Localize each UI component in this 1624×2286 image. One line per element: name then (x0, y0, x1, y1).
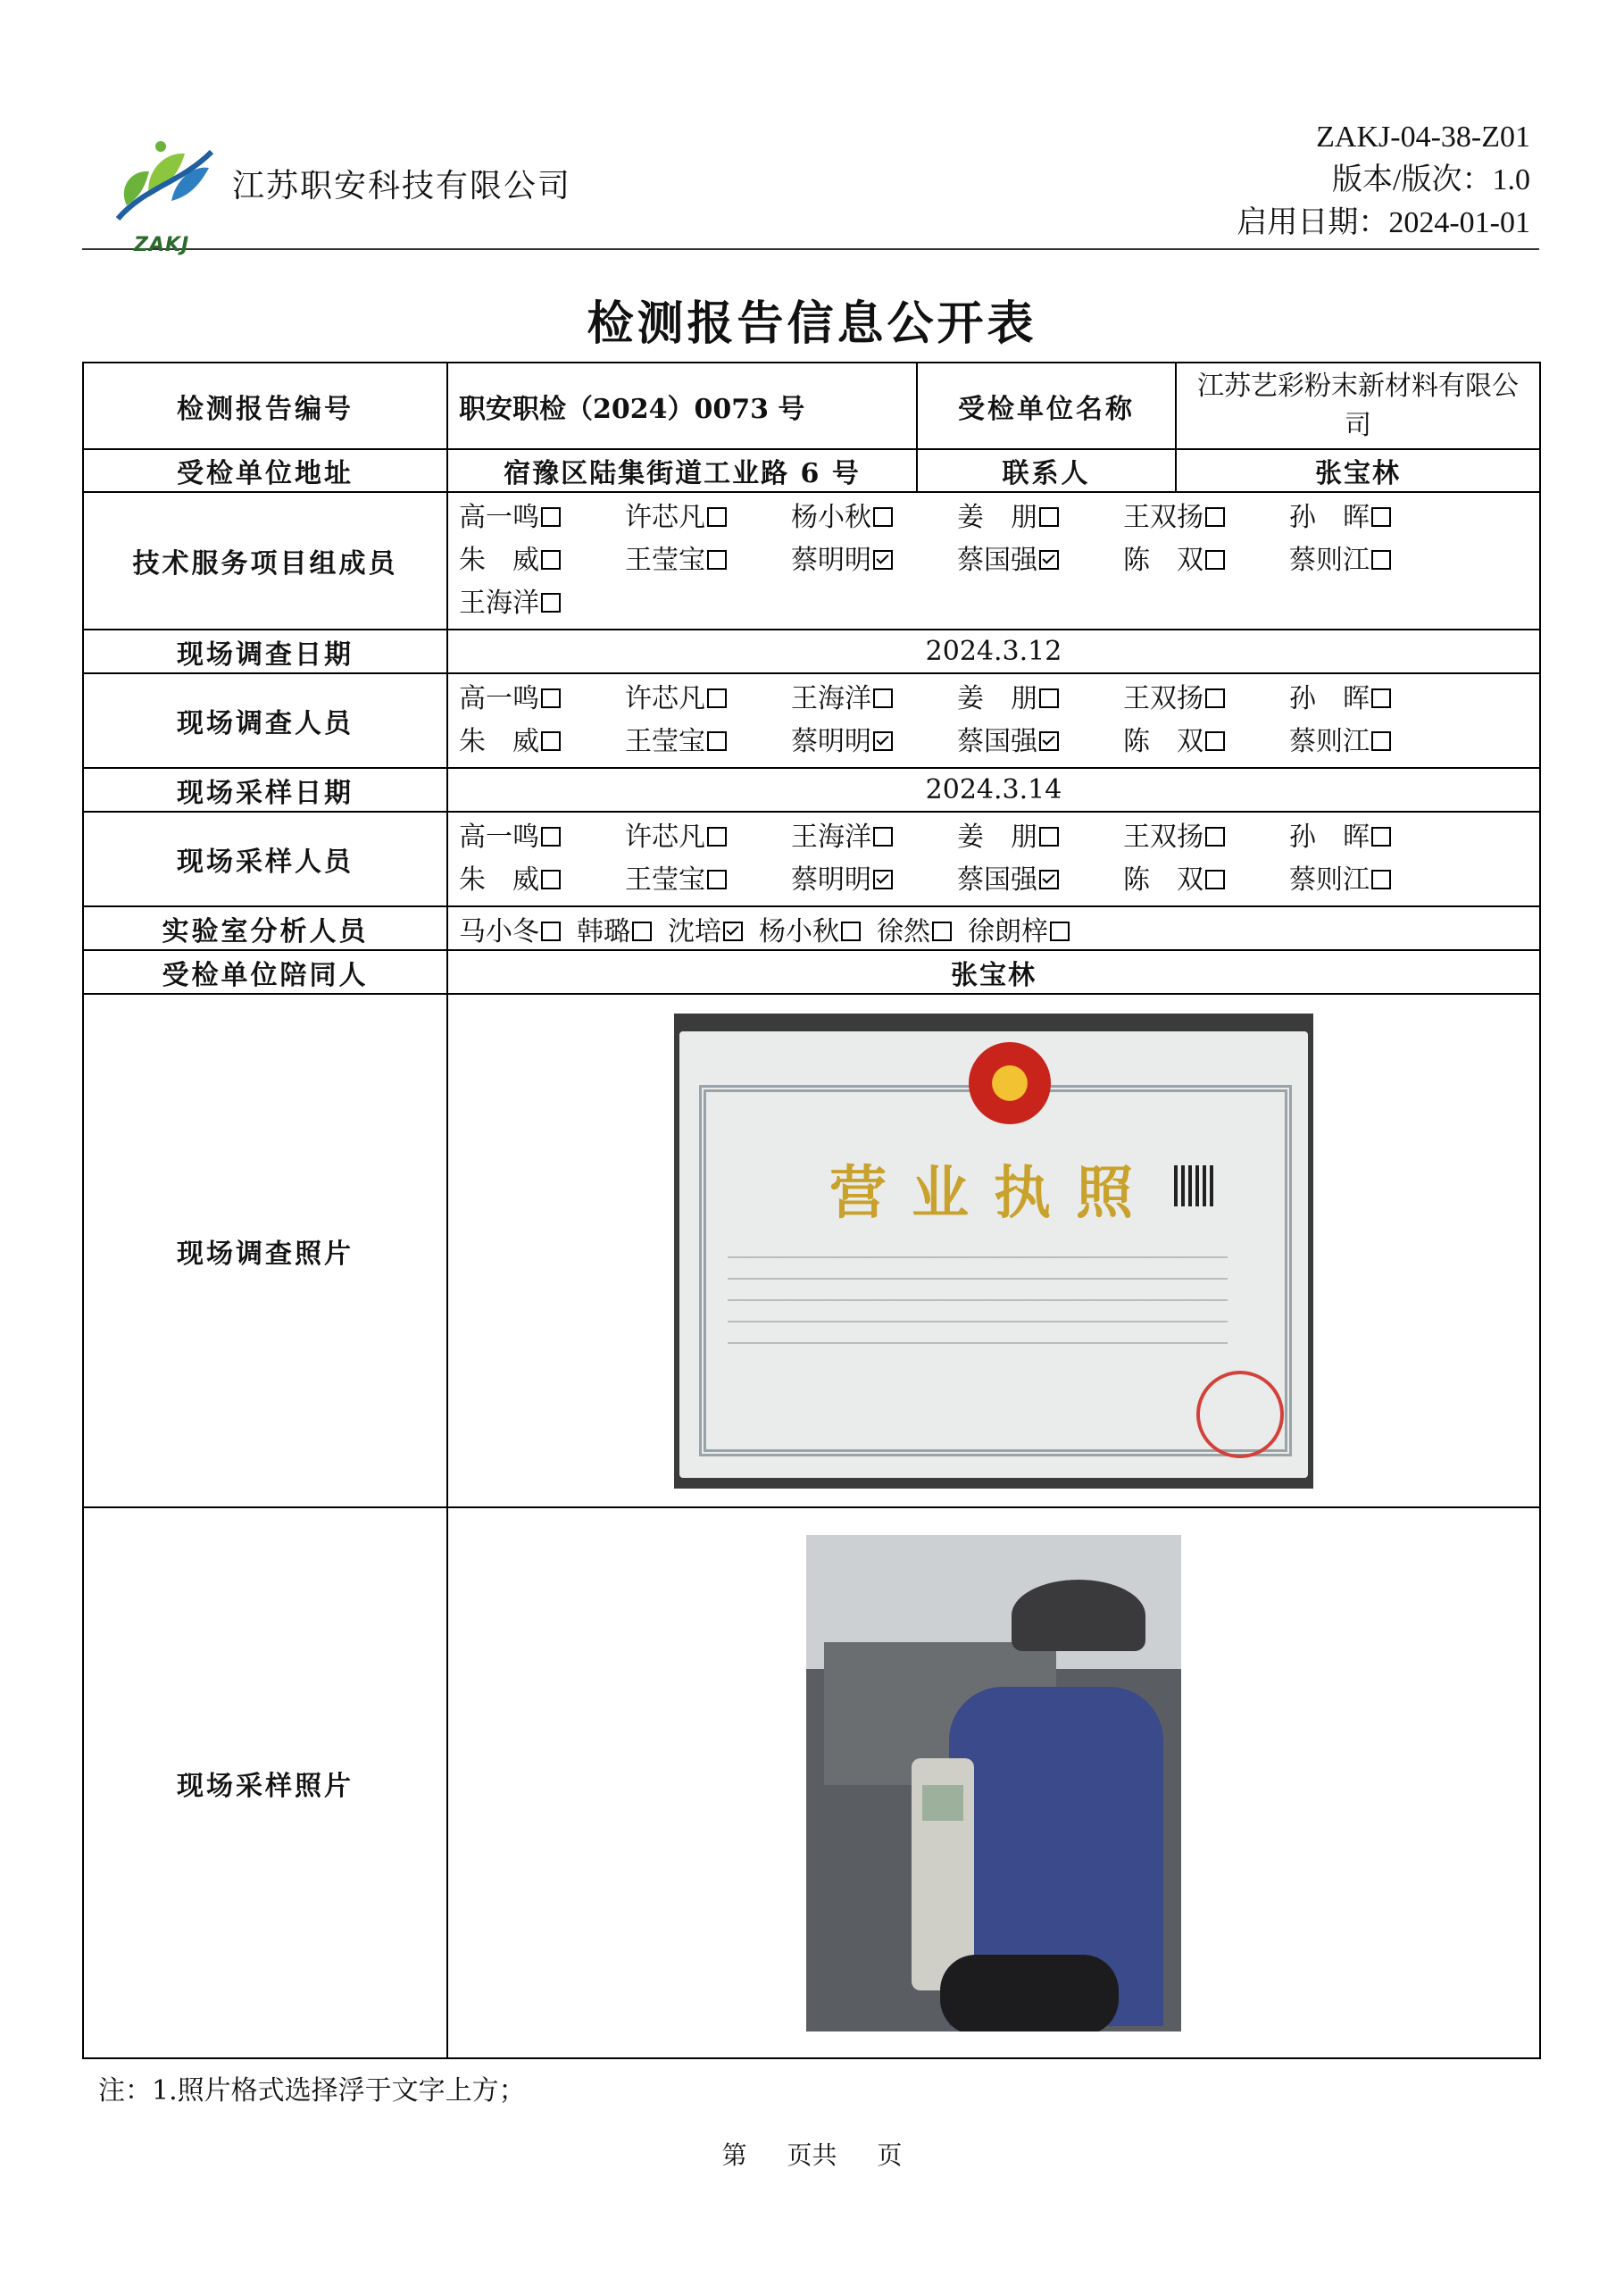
table-row (83, 768, 1540, 812)
checkbox-icon[interactable] (541, 593, 561, 613)
team-label: 技术服务项目组成员 (83, 492, 447, 630)
table-row (83, 363, 1540, 449)
contact-value: 张宝林 (1176, 449, 1540, 492)
checkbox-icon[interactable] (873, 827, 893, 847)
member-item: 陈 双 (1123, 721, 1289, 763)
member-item: 陈 双 (1123, 539, 1289, 582)
checkbox-icon[interactable] (541, 550, 561, 570)
member-row (459, 721, 1528, 763)
checkbox-icon[interactable] (1371, 550, 1391, 570)
member-item: 王莹宝 (625, 539, 791, 582)
checkbox-icon[interactable] (707, 827, 727, 847)
member-item: 沈培 (668, 909, 743, 948)
table-row (83, 492, 1540, 630)
checkbox-icon[interactable] (1205, 507, 1225, 527)
member-item: 王双扬 (1123, 496, 1289, 539)
member-item: 王莹宝 (625, 859, 791, 902)
checkbox-icon[interactable] (1039, 688, 1059, 708)
member-item: 蔡国强 (957, 539, 1123, 582)
survey-date-value: 2024.3.12 (447, 630, 1540, 673)
logo-text: ZAKJ (134, 234, 190, 256)
doc-code: ZAKJ-04-38-Z01 (1316, 121, 1530, 154)
checkbox-icon[interactable] (541, 507, 561, 527)
member-item: 杨小秋 (791, 496, 957, 539)
checkbox-icon[interactable] (1205, 688, 1225, 708)
member-item: 王莹宝 (625, 721, 791, 763)
checkbox-icon[interactable] (873, 688, 893, 708)
member-item: 杨小秋 (759, 909, 861, 948)
checkbox-icon[interactable] (1050, 922, 1070, 941)
team-members (447, 492, 1540, 630)
member-item: 朱 威 (459, 859, 625, 902)
report-number-label: 检测报告编号 (83, 363, 447, 449)
member-item: 蔡明明 (791, 859, 957, 902)
survey-staff (447, 673, 1540, 768)
member-item: 蔡则江 (1289, 539, 1455, 582)
sampling-site-photo (806, 1535, 1181, 2032)
sampling-date-value: 2024.3.14 (447, 768, 1540, 812)
member-item: 蔡则江 (1289, 721, 1455, 763)
member-item: 高一鸣 (459, 496, 625, 539)
member-row (459, 582, 1528, 625)
checkbox-icon[interactable] (1371, 827, 1391, 847)
survey-photo-cell (447, 994, 1540, 1507)
survey-date-label: 现场调查日期 (83, 630, 447, 673)
member-item: 朱 威 (459, 721, 625, 763)
sampling-photo-cell (447, 1507, 1540, 2058)
checkbox-checked-icon[interactable] (723, 922, 743, 941)
member-item: 王双扬 (1123, 816, 1289, 859)
checkbox-icon[interactable] (932, 922, 952, 941)
unit-name-label: 受检单位名称 (917, 363, 1176, 449)
checkbox-checked-icon[interactable] (873, 870, 893, 889)
company-logo (109, 134, 216, 256)
checkbox-icon[interactable] (707, 550, 727, 570)
page-title: 检测报告信息公开表 (587, 296, 1037, 351)
survey-staff-label: 现场调查人员 (83, 673, 447, 768)
checkbox-icon[interactable] (1371, 731, 1391, 751)
member-row (459, 678, 1528, 721)
document-meta (1237, 116, 1530, 245)
member-item: 姜 朋 (957, 678, 1123, 721)
checkbox-icon[interactable] (541, 827, 561, 847)
table-row (83, 812, 1540, 906)
table-row (83, 906, 1540, 950)
survey-photo-label: 现场调查照片 (83, 994, 447, 1507)
business-license-photo (674, 1014, 1313, 1489)
checkbox-icon[interactable] (707, 507, 727, 527)
unit-address-value: 宿豫区陆集街道工业路 6 号 (447, 449, 917, 492)
checkbox-checked-icon[interactable] (1039, 550, 1059, 570)
member-row (459, 859, 1528, 902)
member-item: 徐然 (877, 909, 952, 948)
checkbox-icon[interactable] (1039, 507, 1059, 527)
qr-code-icon (1174, 1165, 1215, 1206)
checkbox-icon[interactable] (1371, 688, 1391, 708)
checkbox-checked-icon[interactable] (873, 550, 893, 570)
checkbox-icon[interactable] (1205, 550, 1225, 570)
member-item: 姜 朋 (957, 816, 1123, 859)
report-info-table (82, 362, 1541, 2059)
member-item: 许芯凡 (625, 496, 791, 539)
escort-value: 张宝林 (447, 950, 1540, 994)
checkbox-icon[interactable] (707, 870, 727, 889)
member-item: 孙 晖 (1289, 496, 1455, 539)
escort-label: 受检单位陪同人 (83, 950, 447, 994)
checkbox-icon[interactable] (707, 688, 727, 708)
table-row (83, 1507, 1540, 2058)
table-row (83, 449, 1540, 492)
table-row (83, 630, 1540, 673)
company-name: 江苏职安科技有限公司 (232, 168, 572, 204)
member-item: 陈 双 (1123, 859, 1289, 902)
checkbox-icon[interactable] (541, 688, 561, 708)
member-row (459, 816, 1528, 859)
sampling-photo-label: 现场采样照片 (83, 1507, 447, 2058)
table-row (83, 950, 1540, 994)
member-item: 许芯凡 (625, 816, 791, 859)
hat-icon (1012, 1580, 1145, 1651)
member-item: 姜 朋 (957, 496, 1123, 539)
lab-staff-label: 实验室分析人员 (83, 906, 447, 950)
checkbox-icon[interactable] (707, 731, 727, 751)
sampling-date-label: 现场采样日期 (83, 768, 447, 812)
member-item: 韩璐 (577, 909, 652, 948)
report-number-value: 职安职检（2024）0073 号 (447, 363, 917, 449)
lab-staff-row (459, 909, 1528, 948)
checkbox-icon[interactable] (1205, 870, 1225, 889)
member-item: 马小冬 (459, 909, 561, 948)
page-header (82, 116, 1539, 256)
table-row (83, 673, 1540, 768)
member-item: 蔡明明 (791, 721, 957, 763)
unit-address-label: 受检单位地址 (83, 449, 447, 492)
lab-staff (447, 906, 1540, 950)
checkbox-icon[interactable] (1205, 827, 1225, 847)
checkbox-icon[interactable] (873, 507, 893, 527)
member-item: 王海洋 (791, 816, 957, 859)
footnote: 注：1.照片格式选择浮于文字上方； (98, 2075, 526, 2107)
member-item: 孙 晖 (1289, 816, 1455, 859)
checkbox-icon[interactable] (1371, 870, 1391, 889)
member-item: 蔡明明 (791, 539, 957, 582)
checkbox-icon[interactable] (1205, 731, 1225, 751)
effective-date: 启用日期：2024-01-01 (1237, 206, 1530, 239)
license-title: 营业执照 (829, 1159, 1158, 1227)
member-item: 蔡则江 (1289, 859, 1455, 902)
member-item: 朱 威 (459, 539, 625, 582)
checkbox-icon[interactable] (1039, 827, 1059, 847)
checkbox-icon[interactable] (541, 731, 561, 751)
checkbox-checked-icon[interactable] (1039, 731, 1059, 751)
member-item: 蔡国强 (957, 721, 1123, 763)
member-item: 高一鸣 (459, 678, 625, 721)
member-row (459, 496, 1528, 539)
checkbox-icon[interactable] (1371, 507, 1391, 527)
unit-name-value: 江苏艺彩粉末新材料有限公司 (1176, 363, 1540, 449)
page-footer: 第 页共 页 (721, 2140, 903, 2170)
official-seal-icon (1196, 1371, 1284, 1458)
member-item: 高一鸣 (459, 816, 625, 859)
table-row (83, 994, 1540, 1507)
doc-version: 版本/版次：1.0 (1332, 163, 1530, 196)
member-item: 王海洋 (459, 582, 625, 625)
member-item: 徐朗梓 (968, 909, 1070, 948)
checkbox-icon[interactable] (632, 922, 652, 941)
member-item: 王海洋 (791, 678, 957, 721)
member-item: 许芯凡 (625, 678, 791, 721)
member-row (459, 539, 1528, 582)
checkbox-icon[interactable] (841, 922, 861, 941)
sampling-staff-label: 现场采样人员 (83, 812, 447, 906)
checkbox-checked-icon[interactable] (1039, 870, 1059, 889)
member-item: 孙 晖 (1289, 678, 1455, 721)
national-emblem-icon (969, 1042, 1051, 1124)
contact-label: 联系人 (917, 449, 1176, 492)
checkbox-checked-icon[interactable] (873, 731, 893, 751)
checkbox-icon[interactable] (541, 922, 561, 941)
sampling-staff (447, 812, 1540, 906)
leaf-logo-icon (109, 134, 216, 232)
checkbox-icon[interactable] (541, 870, 561, 889)
member-item: 王双扬 (1123, 678, 1289, 721)
member-item: 蔡国强 (957, 859, 1123, 902)
